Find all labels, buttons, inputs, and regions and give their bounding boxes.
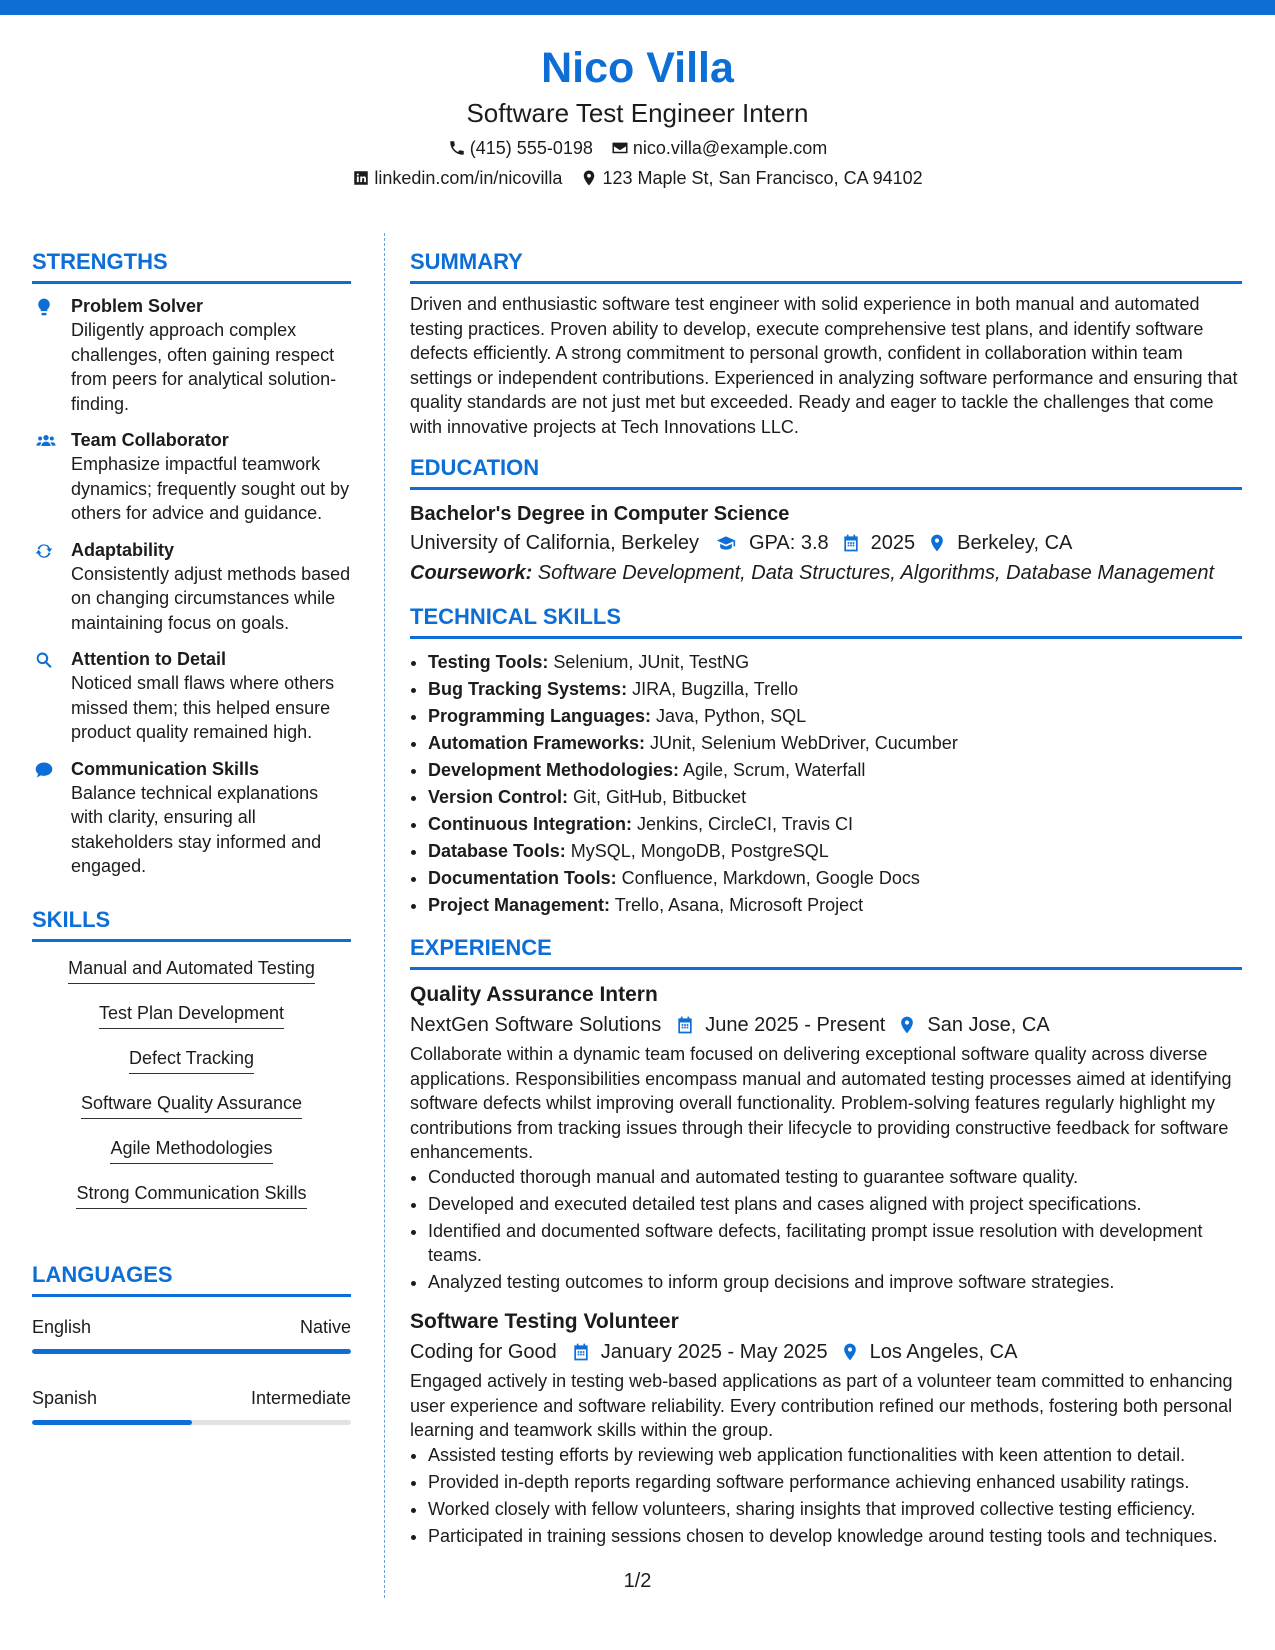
job-bullet: • Worked closely with fellow volunteers, sharing insights that improved collective testing efficiency. — [428, 1497, 1242, 1522]
technical-skills-list — [410, 649, 1242, 919]
languages-list — [32, 1307, 351, 1425]
calendar-icon — [571, 1342, 591, 1362]
strength-desc: Emphasize impactful teamwork dynamics; frequently sought out by others for advice and guidance. — [71, 454, 350, 523]
strength-item — [32, 538, 351, 636]
strength-title: Communication Skills — [71, 758, 260, 779]
tech-skill-value: Java, Python, SQL — [651, 706, 807, 726]
summary-heading: SUMMARY — [410, 247, 1242, 284]
language-proficiency-fill — [32, 1349, 351, 1354]
chat-bubble-icon — [34, 760, 54, 780]
education-year: 2025 — [870, 532, 916, 554]
strength-title: Problem Solver — [71, 296, 204, 316]
tech-skill-label: Development Methodologies: — [428, 760, 680, 780]
linkedin-icon — [352, 169, 370, 187]
job-company: NextGen Software Solutions — [410, 1014, 662, 1036]
tech-skill-value: Agile, Scrum, Waterfall — [679, 760, 866, 780]
tech-skill-label: Version Control: — [428, 787, 569, 807]
strength-item — [32, 428, 351, 526]
job-bullet: • Assisted testing efforts by reviewing web application functionalities with keen attention to detail. — [428, 1443, 1242, 1468]
job-dates: January 2025 - May 2025 — [600, 1341, 828, 1363]
job-bullets — [410, 1443, 1242, 1549]
contact-line-1 — [0, 136, 1275, 160]
tech-skill-value: Trello, Asana, Microsoft Project — [610, 895, 864, 915]
job-bullets — [410, 1165, 1242, 1295]
skill-tag: Test Plan Development — [99, 1001, 284, 1029]
tech-skill-value: Confluence, Markdown, Google Docs — [616, 868, 920, 888]
skills-heading: SKILLS — [32, 905, 351, 942]
language-row — [32, 1315, 351, 1339]
job-title: Quality Assurance Intern — [410, 983, 658, 1006]
skill-tag: Agile Methodologies — [110, 1136, 272, 1164]
strengths-heading: STRENGTHS — [32, 247, 351, 284]
job-location: Los Angeles, CA — [869, 1341, 1018, 1363]
language-name: English — [32, 1316, 92, 1337]
education-location: Berkeley, CA — [957, 532, 1073, 554]
tech-skill-label: Programming Languages: — [428, 706, 652, 726]
resume-header — [0, 40, 1275, 190]
summary-text: Driven and enthusiastic software test engineer with solid experience in both manual and automated testing practices. Proven ability to develop, execute comprehensive test plans, and identify software defects efficiently. A strong commitment to personal growth, confident in collaboration within team settings or independent contributions. Experienced in analyzing software performance and ensuring that quality standards are not just met but exceeded. Ready and eager to tackle the challenges that come with innovative projects at Tech Innovations LLC. — [410, 294, 1238, 437]
map-pin-icon — [897, 1015, 917, 1035]
contact-line-2 — [0, 166, 1275, 190]
graduation-cap-icon — [713, 533, 739, 553]
left-column — [32, 247, 351, 1457]
tech-skill-item — [428, 703, 1242, 730]
language-proficiency-fill — [32, 1420, 192, 1425]
language-proficiency-bar — [32, 1349, 351, 1354]
job-company: Coding for Good — [410, 1341, 557, 1363]
tech-skill-item — [428, 892, 1242, 919]
users-icon — [34, 431, 58, 451]
tech-skill-label: Continuous Integration: — [428, 814, 632, 834]
tech-skill-label: Documentation Tools: — [428, 868, 617, 888]
tech-skill-item — [428, 649, 1242, 676]
tech-skill-item — [428, 676, 1242, 703]
tech-skill-label: Project Management: — [428, 895, 611, 915]
skill-tag: Defect Tracking — [129, 1046, 254, 1074]
strength-item — [32, 647, 351, 745]
strength-desc: Diligently approach complex challenges, often gaining respect from peers for analytical solution-finding. — [71, 320, 337, 414]
column-divider — [384, 233, 385, 1598]
education-heading: EDUCATION — [410, 453, 1242, 490]
language-level: Native — [299, 1316, 351, 1337]
job-bullet: • Analyzed testing outcomes to inform group decisions and improve software strategies. — [428, 1270, 1242, 1295]
refresh-icon — [34, 541, 54, 561]
contact-email[interactable] — [611, 136, 827, 160]
language-row — [32, 1386, 351, 1410]
language-name: Spanish — [32, 1387, 98, 1408]
skills-list — [32, 956, 351, 1226]
phone-icon — [448, 139, 466, 157]
contact-linkedin[interactable] — [352, 166, 562, 190]
strength-title: Team Collaborator — [71, 430, 229, 450]
tech-skill-item — [428, 757, 1242, 784]
job-bullet: • Participated in training sessions chosen to develop knowledge around testing tools and techniques. — [428, 1524, 1242, 1549]
candidate-name: Nico Villa — [541, 44, 734, 92]
job-location: San Jose, CA — [927, 1014, 1050, 1036]
skill-tag: Strong Communication Skills — [76, 1181, 306, 1209]
languages-heading: LANGUAGES — [32, 1260, 351, 1297]
linkedin-text: linkedin.com/in/nicovilla — [374, 168, 563, 188]
strength-desc: Balance technical explanations with clarity, ensuring all stakeholders stay informed and engaged. — [71, 782, 322, 876]
education-coursework — [410, 558, 1242, 588]
right-column — [410, 247, 1242, 1551]
address-text: 123 Maple St, San Francisco, CA 94102 — [602, 168, 923, 188]
coursework-text: Software Development, Data Structures, Algorithms, Database Management — [532, 562, 1215, 584]
education-meta — [410, 528, 1242, 558]
tech-skill-value: Selenium, JUnit, TestNG — [548, 652, 750, 672]
tech-skill-item — [428, 865, 1242, 892]
job-meta — [410, 1337, 1242, 1367]
job-description: Engaged actively in testing web-based applications as part of a volunteer team committed to enhancing user experience and software reliability. Every contribution refined our methods, fostering both personal learning and teamwork skills within the group. — [410, 1371, 1233, 1440]
job-bullet: • Provided in-depth reports regarding software performance achieving enhanced usability ratings. — [428, 1470, 1242, 1495]
job-dates: June 2025 - Present — [705, 1014, 886, 1036]
tech-skill-value: Jenkins, CircleCI, Travis CI — [631, 814, 854, 834]
language-proficiency-bar — [32, 1420, 351, 1425]
education-gpa: GPA: 3.8 — [749, 532, 829, 554]
education-school: University of California, Berkeley — [410, 532, 699, 554]
map-pin-icon — [580, 169, 598, 187]
tech-skill-item — [428, 838, 1242, 865]
job-meta — [410, 1010, 1242, 1040]
email-text: nico.villa@example.com — [632, 138, 828, 158]
strength-item — [32, 757, 351, 879]
lightbulb-icon — [34, 297, 54, 317]
contact-address — [580, 166, 922, 190]
coursework-label: Coursework: — [410, 562, 533, 584]
skill-tag: Manual and Automated Testing — [68, 956, 315, 984]
tech-skill-value: JIRA, Bugzilla, Trello — [627, 679, 799, 699]
education-degree: Bachelor's Degree in Computer Science — [410, 503, 790, 525]
tech-skill-label: Testing Tools: — [428, 652, 549, 672]
strength-desc: Noticed small flaws where others missed them; this helped ensure product quality remained high. — [71, 673, 335, 742]
envelope-icon — [611, 139, 629, 157]
phone-text: (415) 555-0198 — [469, 138, 593, 158]
page-number: 1/2 — [623, 1570, 652, 1592]
language-level: Intermediate — [250, 1387, 351, 1408]
strength-title: Adaptability — [71, 539, 175, 560]
contact-phone[interactable] — [448, 136, 593, 160]
tech-skill-item — [428, 811, 1242, 838]
map-pin-icon — [927, 533, 947, 553]
tech-skill-value: MySQL, MongoDB, PostgreSQL — [565, 841, 829, 861]
map-pin-icon — [840, 1342, 860, 1362]
job-description: Collaborate within a dynamic team focused on delivering exceptional software quality across diverse applications. Responsibilities encompass manual and automated testing processes aimed at identifying software defects whilst improving overall functionality. Problem-solving features regularly highlight my contributions from tracking issues through their lifecycle to providing constructive feedback for software enhancements. — [410, 1044, 1232, 1162]
experience-entry — [410, 980, 1242, 1295]
experience-heading: EXPERIENCE — [410, 933, 1242, 970]
strength-desc: Consistently adjust methods based on changing circumstances while maintaining focus on goals. — [71, 563, 351, 633]
tech-skill-label: Bug Tracking Systems: — [428, 679, 628, 699]
experience-entry — [410, 1307, 1242, 1548]
skill-tag: Software Quality Assurance — [81, 1091, 302, 1119]
tech-skill-value: Git, GitHub, Bitbucket — [568, 787, 747, 807]
calendar-icon — [841, 533, 861, 553]
candidate-title: Software Test Engineer Intern — [466, 98, 809, 128]
tech-skill-label: Automation Frameworks: — [428, 733, 646, 753]
strength-item — [32, 294, 351, 416]
search-icon — [34, 650, 54, 670]
job-title: Software Testing Volunteer — [410, 1310, 679, 1333]
tech-skill-item — [428, 784, 1242, 811]
top-accent-bar — [0, 0, 1275, 15]
tech-skill-label: Database Tools: — [428, 841, 566, 861]
strengths-list — [32, 294, 351, 879]
strength-title: Attention to Detail — [71, 649, 226, 669]
job-bullet: • Conducted thorough manual and automated testing to guarantee software quality. — [428, 1165, 1242, 1190]
job-bullet: • Developed and executed detailed test plans and cases aligned with project specifications. — [428, 1192, 1242, 1217]
tech-skill-item — [428, 730, 1242, 757]
job-bullet: • Identified and documented software defects, facilitating prompt issue resolution with development teams. — [428, 1219, 1242, 1268]
tech-skill-value: JUnit, Selenium WebDriver, Cucumber — [645, 733, 958, 753]
calendar-icon — [675, 1015, 695, 1035]
technical-skills-heading: TECHNICAL SKILLS — [410, 602, 1242, 639]
